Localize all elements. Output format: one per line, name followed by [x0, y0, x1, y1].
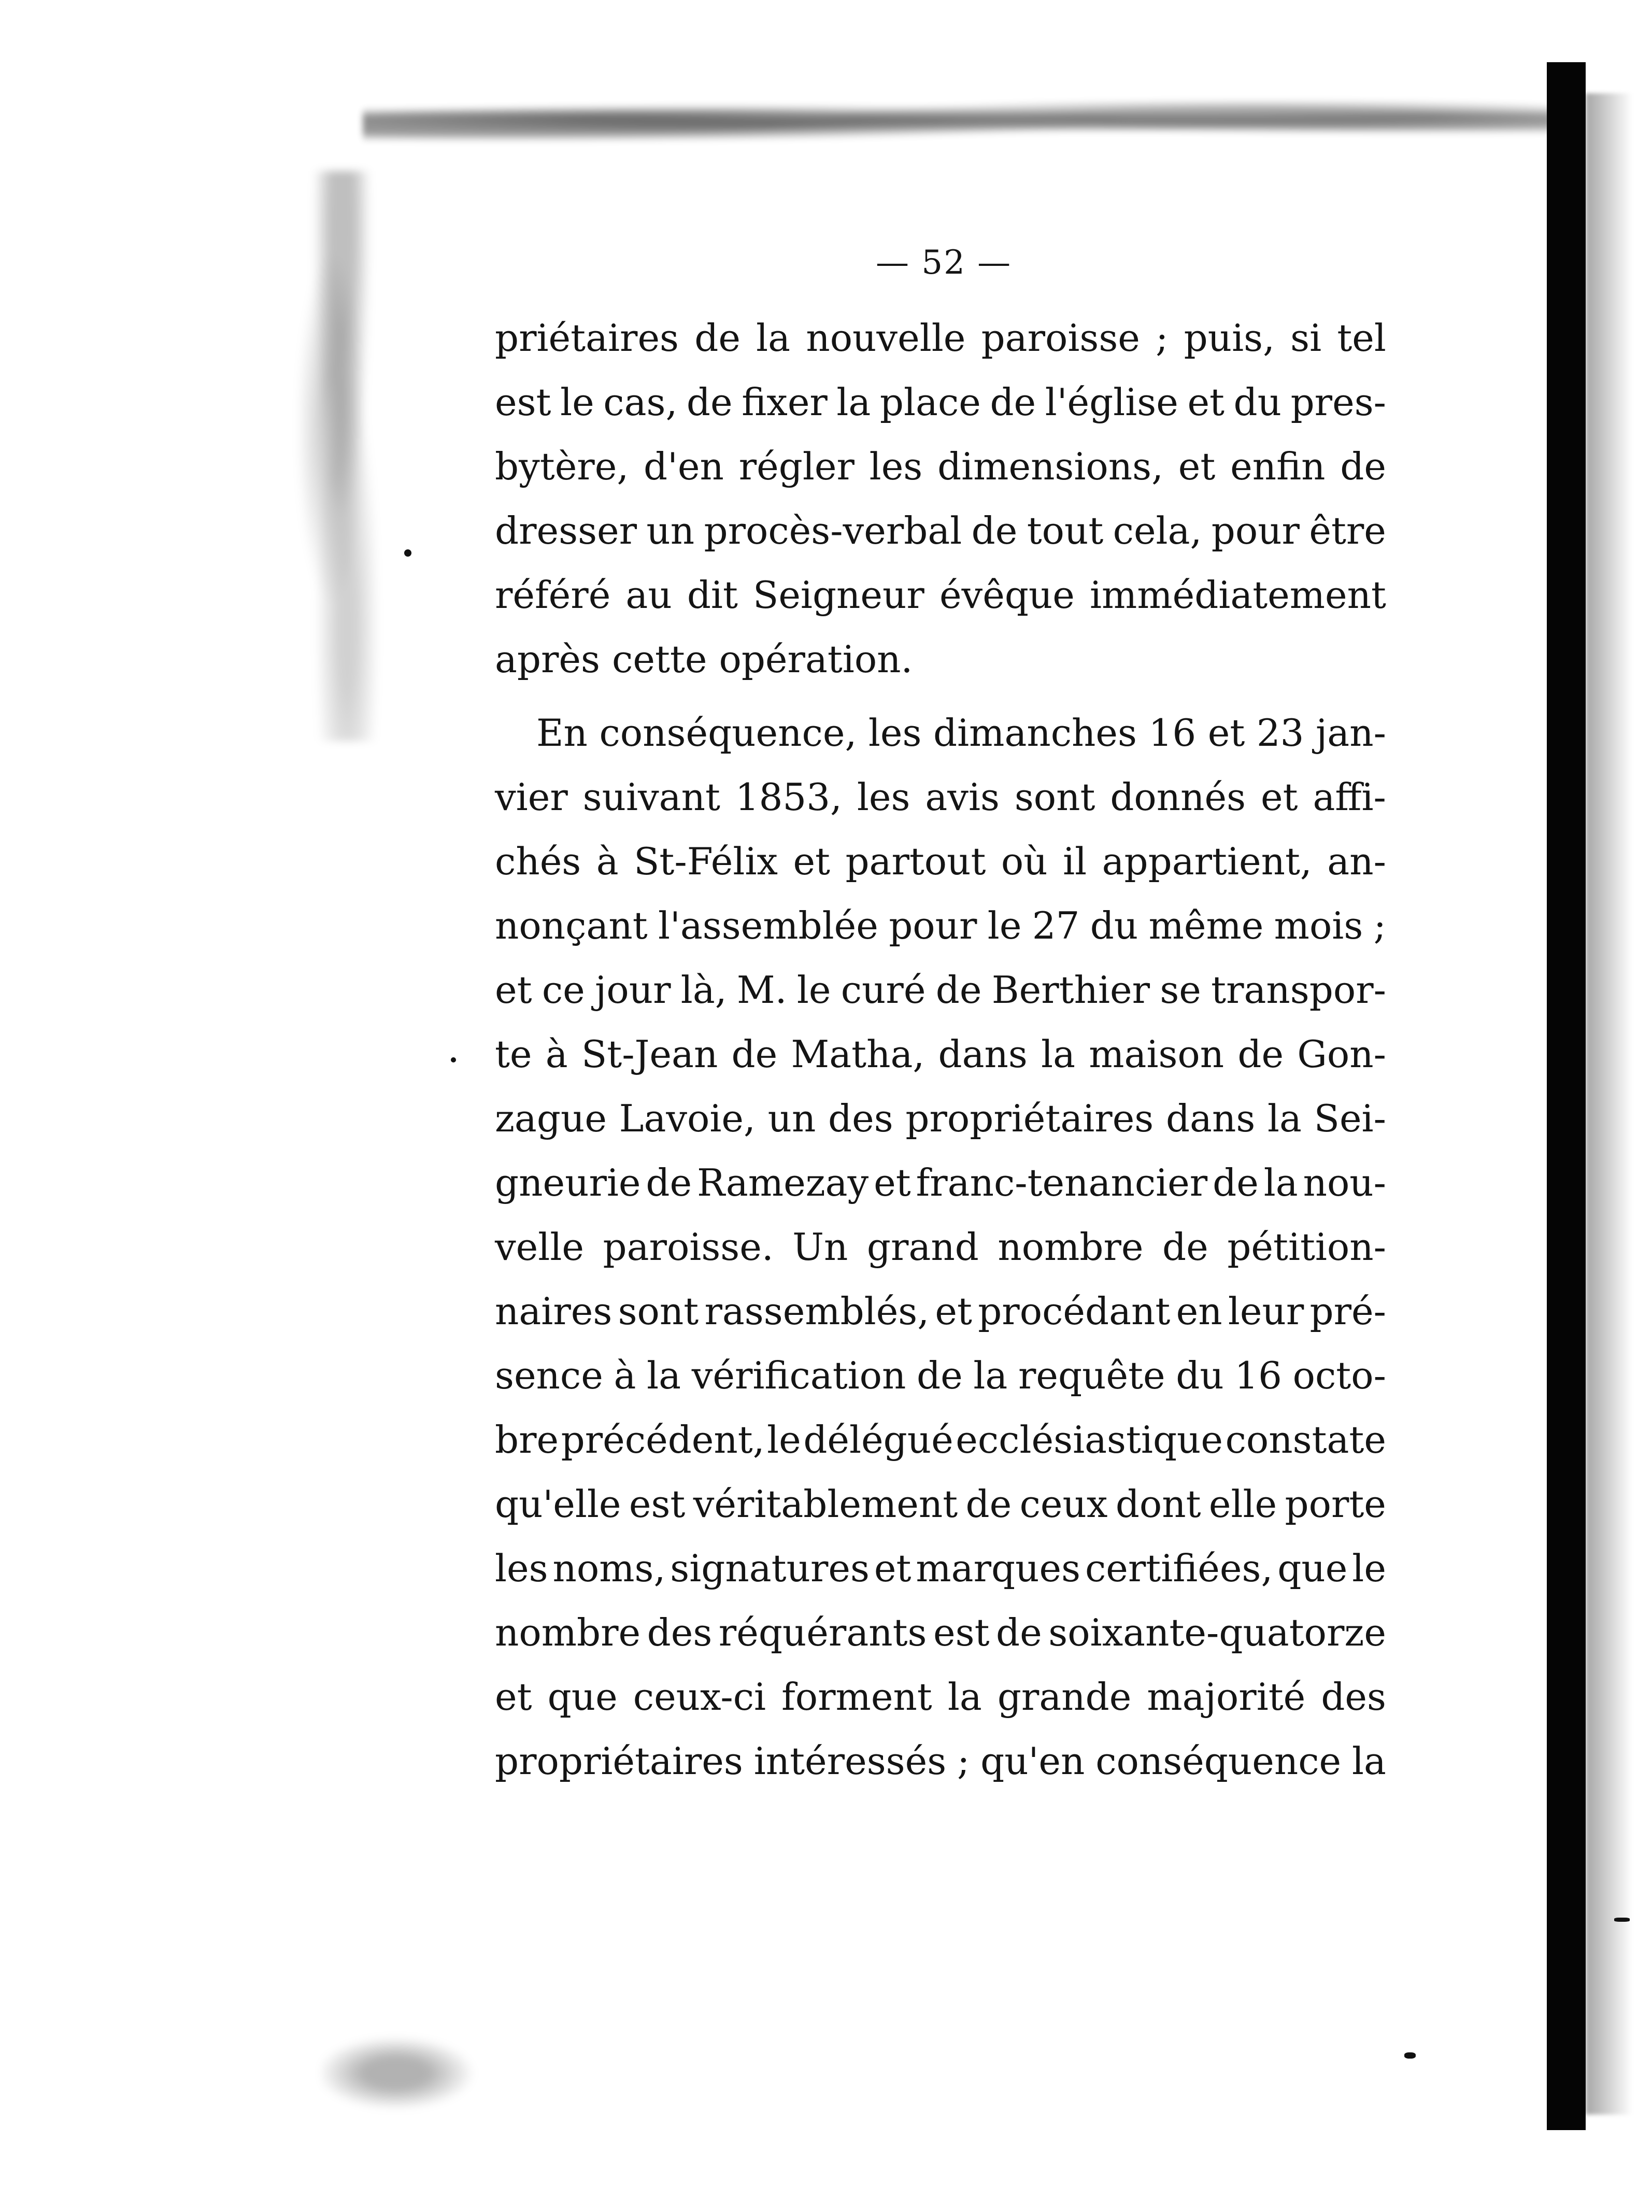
text-line: les noms, signatures et marques certifiées, que le — [495, 1547, 1386, 1590]
scan-noise-left — [290, 171, 394, 741]
binding-shadow-fade — [1586, 93, 1632, 2115]
binding-shadow — [1547, 62, 1586, 2130]
paragraph — [495, 306, 1386, 691]
text-line: dresser un procès-verbal de tout cela, pour être — [495, 509, 1386, 552]
ink-speck — [404, 549, 411, 557]
text-line: nonçant l'assemblée pour le 27 du même mois ; — [495, 904, 1386, 947]
text-line: naires sont rassemblés, et procédant en leur pré- — [495, 1289, 1386, 1333]
text-line: gneurie de Ramezay et franc-tenancier de la nou- — [495, 1161, 1386, 1204]
text-line: après cette opération. — [495, 637, 913, 681]
text-line: propriétaires intéressés ; qu'en conséquence la — [495, 1739, 1386, 1783]
scan-noise-bottom — [321, 2021, 508, 2125]
ink-speck — [1404, 2052, 1416, 2059]
text-line: bytère, d'en régler les dimensions, et enfin de — [495, 445, 1386, 488]
body-text — [495, 306, 1386, 1793]
text-line: et ce jour là, M. le curé de Berthier se transpor- — [495, 968, 1386, 1012]
text-line: est le cas, de fixer la place de l'église et du pres- — [495, 380, 1386, 424]
paragraph — [495, 701, 1386, 1793]
text-line: sence à la vérification de la requête du 16 octo- — [495, 1354, 1386, 1397]
text-line: En conséquence, les dimanches 16 et 23 jan- — [536, 711, 1386, 755]
text-line: bre précédent, le délégué ecclésiastique constate — [495, 1418, 1386, 1462]
ink-speck — [451, 1057, 456, 1062]
text-line: chés à St-Félix et partout où il appartient, an- — [495, 840, 1386, 883]
text-line: zague Lavoie, un des propriétaires dans la Sei- — [495, 1097, 1386, 1140]
text-line: nombre des réquérants est de soixante-quatorze — [495, 1611, 1386, 1654]
text-line: et que ceux-ci forment la grande majorité des — [495, 1675, 1386, 1719]
text-line: te à St-Jean de Matha, dans la maison de Gon- — [495, 1032, 1386, 1076]
text-line: qu'elle est véritablement de ceux dont elle porte — [495, 1482, 1386, 1526]
text-line: velle paroisse. Un grand nombre de pétition- — [495, 1225, 1386, 1269]
page-number: — 52 — — [876, 244, 1012, 282]
text-line: priétaires de la nouvelle paroisse ; puis, si tel — [495, 316, 1386, 360]
paragraph-gap — [495, 691, 1386, 701]
scan-noise-top — [363, 93, 1555, 150]
text-line: vier suivant 1853, les avis sont donnés et affi- — [495, 775, 1386, 819]
ink-speck — [1614, 1918, 1630, 1922]
text-line: référé au dit Seigneur évêque immédiatement — [495, 573, 1386, 617]
